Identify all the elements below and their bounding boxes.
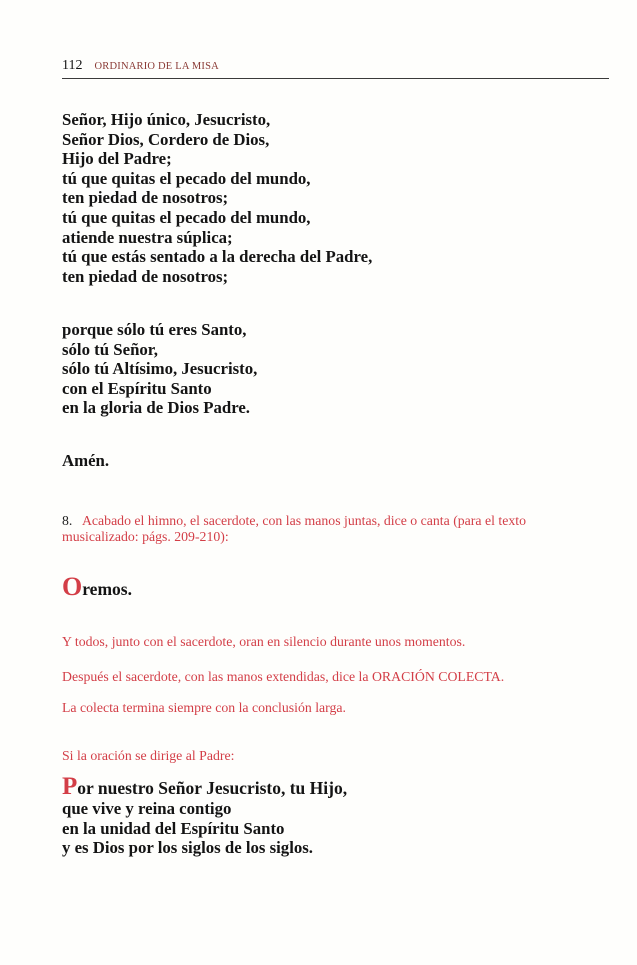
oremos-initial: O [62, 572, 83, 601]
verse-line: atiende nuestra súplica; [62, 227, 233, 247]
rubric-8-line-1: Acabado el himno, el sacerdote, con las manos juntas, dice o canta (para el texto [81, 513, 526, 528]
verse-line: tú que quitas el pecado del mundo, [62, 168, 311, 188]
verse-line: con el Espíritu Santo [62, 378, 212, 398]
rubric-number: 8. [62, 513, 73, 528]
verse-line: en la unidad del Espíritu Santo [62, 818, 285, 838]
verse-line: sólo tú Altísimo, Jesucristo, [62, 359, 258, 379]
oremos [62, 572, 132, 601]
verse-line: Señor Dios, Cordero de Dios, [62, 129, 270, 149]
conclusion-first-line: or nuestro Señor Jesucristo, tu Hijo, [77, 778, 348, 798]
verse-line: y es Dios por los siglos de los siglos. [62, 838, 313, 858]
page-header [62, 58, 609, 79]
verse-line: Señor, Hijo único, Jesucristo, [62, 110, 271, 129]
gloria-stanza-1 [62, 110, 372, 286]
rubric-colecta: Después el sacerdote, con las manos extendidas, dice la ORACIÓN COLECTA. [62, 669, 505, 684]
rubric-8 [62, 513, 610, 545]
verse-line: tú que quitas el pecado del mundo, [62, 207, 311, 227]
gloria-stanza-2 [62, 320, 257, 418]
verse-line: sólo tú Señor, [62, 339, 158, 359]
conclusion-prayer [62, 773, 348, 858]
oremos-rest: remos. [82, 579, 132, 599]
amen [62, 451, 109, 471]
page-number: 112 [62, 58, 83, 73]
amen-text: Amén. [62, 451, 110, 470]
verse-line: que vive y reina contigo [62, 799, 232, 818]
verse-line: Hijo del Padre; [62, 149, 172, 169]
verse-line: en la gloria de Dios Padre. [62, 398, 251, 418]
rubric-silence: Y todos, junto con el sacerdote, oran en silencio durante unos momentos. [62, 634, 466, 649]
rubric-conclusion: La colecta termina siempre con la conclusión larga. [62, 700, 346, 715]
verse-line: ten piedad de nosotros; [62, 266, 229, 286]
verse-line: porque sólo tú eres Santo, [62, 320, 247, 339]
conclusion-initial: P [62, 773, 78, 800]
verse-line: tú que estás sentado a la derecha del Padre, [62, 247, 373, 267]
rubric-8-line-2: musicalizado: págs. 209-210): [62, 529, 229, 544]
rubric-padre: Si la oración se dirige al Padre: [62, 748, 235, 763]
running-title: ORDINARIO DE LA MISA [94, 61, 219, 72]
verse-line: ten piedad de nosotros; [62, 188, 229, 208]
